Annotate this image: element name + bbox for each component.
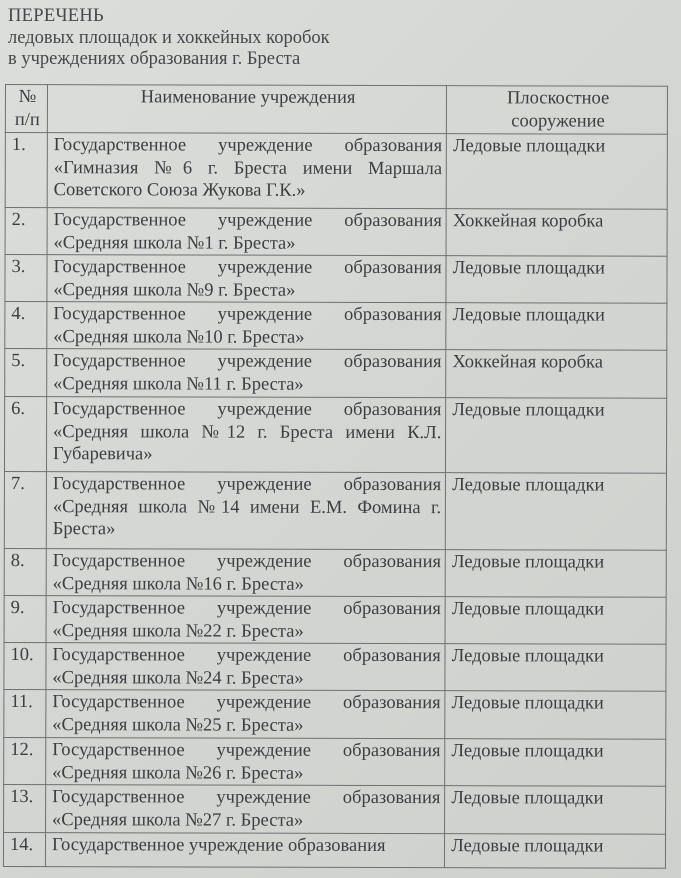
table-row — [4, 397, 666, 474]
row-number: 3. — [5, 255, 47, 302]
row-number: 12. — [4, 737, 46, 784]
table-row — [5, 255, 667, 304]
column-header-number — [5, 85, 47, 133]
column-header-number-line-1: № — [18, 87, 37, 108]
facility-type: Ледовые площадки — [445, 597, 666, 645]
table-row — [3, 832, 665, 868]
facility-type: Ледовые площадки — [445, 691, 666, 740]
document-title: ПЕРЕЧЕНЬ — [8, 6, 104, 26]
row-number: 14. — [3, 832, 45, 866]
institution-name: Государственное учреждение образования «Средняя школа №26 г. Бреста» — [46, 738, 445, 786]
row-number: 8. — [4, 548, 46, 595]
table-row — [5, 208, 667, 257]
table-row — [4, 548, 666, 597]
institution-name: Государственное учреждение образования «Средняя школа №24 г. Бреста» — [46, 643, 445, 691]
document-subtitle-line-2: в учреждениях образования г. Бреста — [8, 49, 301, 69]
institution-name: Государственное учреждение образования «Средняя школа №12 г. Бреста имени К.Л. Губаревича» — [46, 397, 445, 473]
facility-type: Хоккейная коробка — [446, 209, 667, 257]
row-number: 4. — [5, 302, 47, 349]
institution-name: Государственное учреждение образования «Средняя школа №11 г. Бреста» — [47, 349, 446, 398]
institution-name: Государственное учреждение образования «Средняя школа №9 г. Бреста» — [47, 255, 446, 303]
facility-type: Ледовые площадки — [446, 256, 667, 304]
table-row — [4, 595, 666, 644]
table-row — [5, 133, 667, 210]
document-heading — [8, 6, 330, 71]
institution-name: Государственное учреждение образования «Средняя школа №14 имени Е.М. Фомина г. Бреста» — [46, 472, 445, 550]
column-header-type-line-2: сооружение — [511, 111, 605, 132]
facility-type: Ледовые площадки — [445, 834, 666, 869]
institution-name: Государственное учреждение образования «Средняя школа №22 г. Бреста» — [46, 596, 445, 644]
facility-type: Ледовые площадки — [445, 550, 666, 598]
table-row — [4, 784, 666, 834]
institution-name: Государственное учреждение образования «Средняя школа №10 г. Бреста» — [47, 302, 446, 350]
institution-name: Государственное учреждение образования «Средняя школа №25 г. Бреста» — [46, 690, 445, 739]
facility-type: Ледовые площадки — [445, 739, 666, 787]
table-row — [4, 689, 666, 739]
institution-name: Государственное учреждение образования «Средняя школа №27 г. Бреста» — [46, 785, 445, 834]
institution-name: Государственное учреждение образования «Гимназия №6 г. Бреста имени Маршала Советского Союза Жукова Г.К.» — [47, 133, 446, 209]
table-row — [4, 642, 666, 691]
column-header-number-line-2: п/п — [14, 110, 40, 131]
facility-type: Хоккейная коробка — [446, 350, 667, 399]
column-header-type — [447, 86, 668, 135]
institutions-table — [3, 84, 668, 869]
table-header-row — [5, 85, 667, 135]
document-subtitle-line-1: ледовых площадок и хоккейных коробок — [8, 27, 330, 48]
row-number: 1. — [5, 133, 47, 208]
facility-type: Ледовые площадки — [446, 134, 667, 210]
facility-type: Ледовые площадки — [446, 303, 667, 351]
table-row — [4, 737, 666, 786]
facility-type: Ледовые площадки — [445, 644, 666, 692]
facility-type: Ледовые площадки — [446, 398, 667, 474]
institution-name: Государственное учреждение образования «Средняя школа №1 г. Бреста» — [47, 208, 446, 256]
table-row — [5, 302, 667, 351]
row-number: 6. — [4, 397, 46, 472]
row-number: 11. — [4, 689, 46, 737]
row-number: 5. — [5, 349, 47, 397]
institution-name: Государственное учреждение образования «Средняя школа №16 г. Бреста» — [46, 549, 445, 597]
facility-type: Ледовые площадки — [445, 786, 666, 835]
column-header-name: Наименование учреждения — [47, 85, 446, 134]
table-row — [5, 349, 667, 399]
row-number: 2. — [5, 208, 47, 255]
institution-name: Государственное учреждение образования — [45, 833, 444, 868]
row-number: 13. — [4, 784, 46, 832]
table-row — [4, 471, 666, 550]
row-number: 10. — [4, 642, 46, 689]
column-header-type-line-1: Плоскостное — [506, 88, 610, 109]
row-number: 9. — [4, 595, 46, 642]
row-number: 7. — [4, 471, 46, 548]
facility-type: Ледовые площадки — [446, 473, 667, 551]
